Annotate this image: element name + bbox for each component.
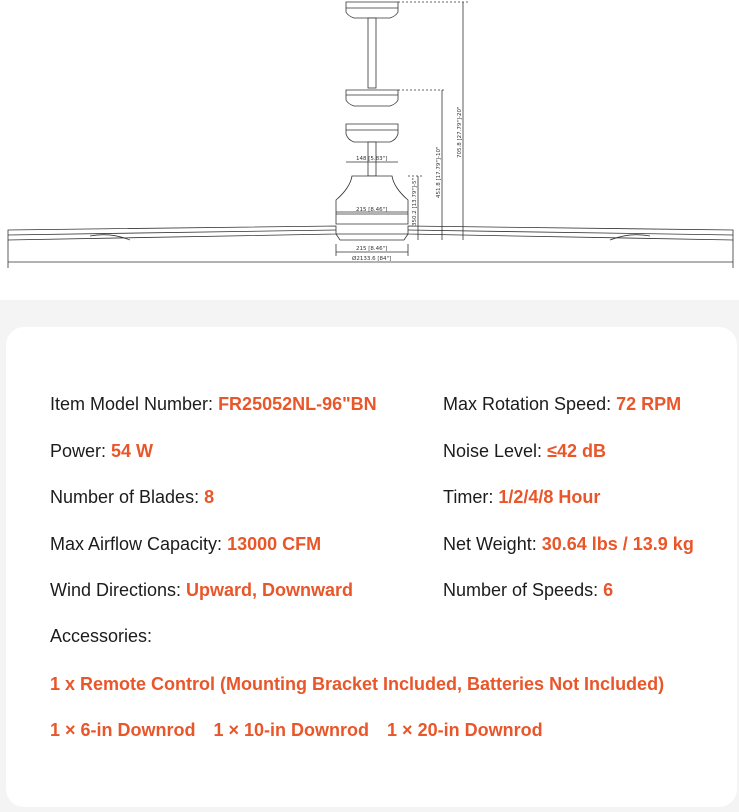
fan-dimension-diagram (0, 0, 739, 300)
spec-blades: Number of Blades: 8 (50, 487, 215, 507)
spec-noise: Noise Level: ≤42 dB (443, 441, 606, 461)
spec-timer: Timer: 1/2/4/8 Hour (443, 487, 601, 507)
height-mid-label: 451.8 [17.79"]-10" (436, 146, 442, 198)
accessory-downrod: 1 × 6-in Downrod (50, 720, 196, 740)
accessory-remote: 1 x Remote Control (Mounting Bracket Included, Batteries Not Included) (50, 674, 665, 694)
housing-width-label: 215 [8.46"] (356, 207, 388, 213)
spec-weight: Net Weight: 30.64 lbs / 13.9 kg (443, 534, 694, 554)
spec-airflow: Max Airflow Capacity: 13000 CFM (50, 534, 322, 554)
spec-rotation: Max Rotation Speed: 72 RPM (443, 394, 682, 414)
mount-width-label: 148 [5.83"] (356, 156, 388, 162)
spec-speeds: Number of Speeds: 6 (443, 580, 614, 600)
spec-model: Item Model Number: FR25052NL-96"BN (50, 394, 377, 414)
accessory-downrod: 1 × 20-in Downrod (387, 720, 543, 740)
accessories-heading: Accessories: (50, 626, 153, 646)
blade-span-label: Ø2133.6 [84"] (352, 256, 392, 262)
bottom-width-label: 215 [8.46"] (356, 246, 388, 252)
height-short-label: 350.2 [13.79"]-5" (412, 177, 418, 226)
spec-power: Power: 54 W (50, 441, 154, 461)
spec-wind: Wind Directions: Upward, Downward (50, 580, 354, 600)
accessory-downrod: 1 × 10-in Downrod (213, 720, 370, 740)
height-full-label: 705.8 [27.79"]-20" (457, 106, 463, 158)
fan-drawing (0, 0, 739, 300)
spec-card (6, 327, 737, 807)
accessory-downrods (50, 719, 561, 741)
